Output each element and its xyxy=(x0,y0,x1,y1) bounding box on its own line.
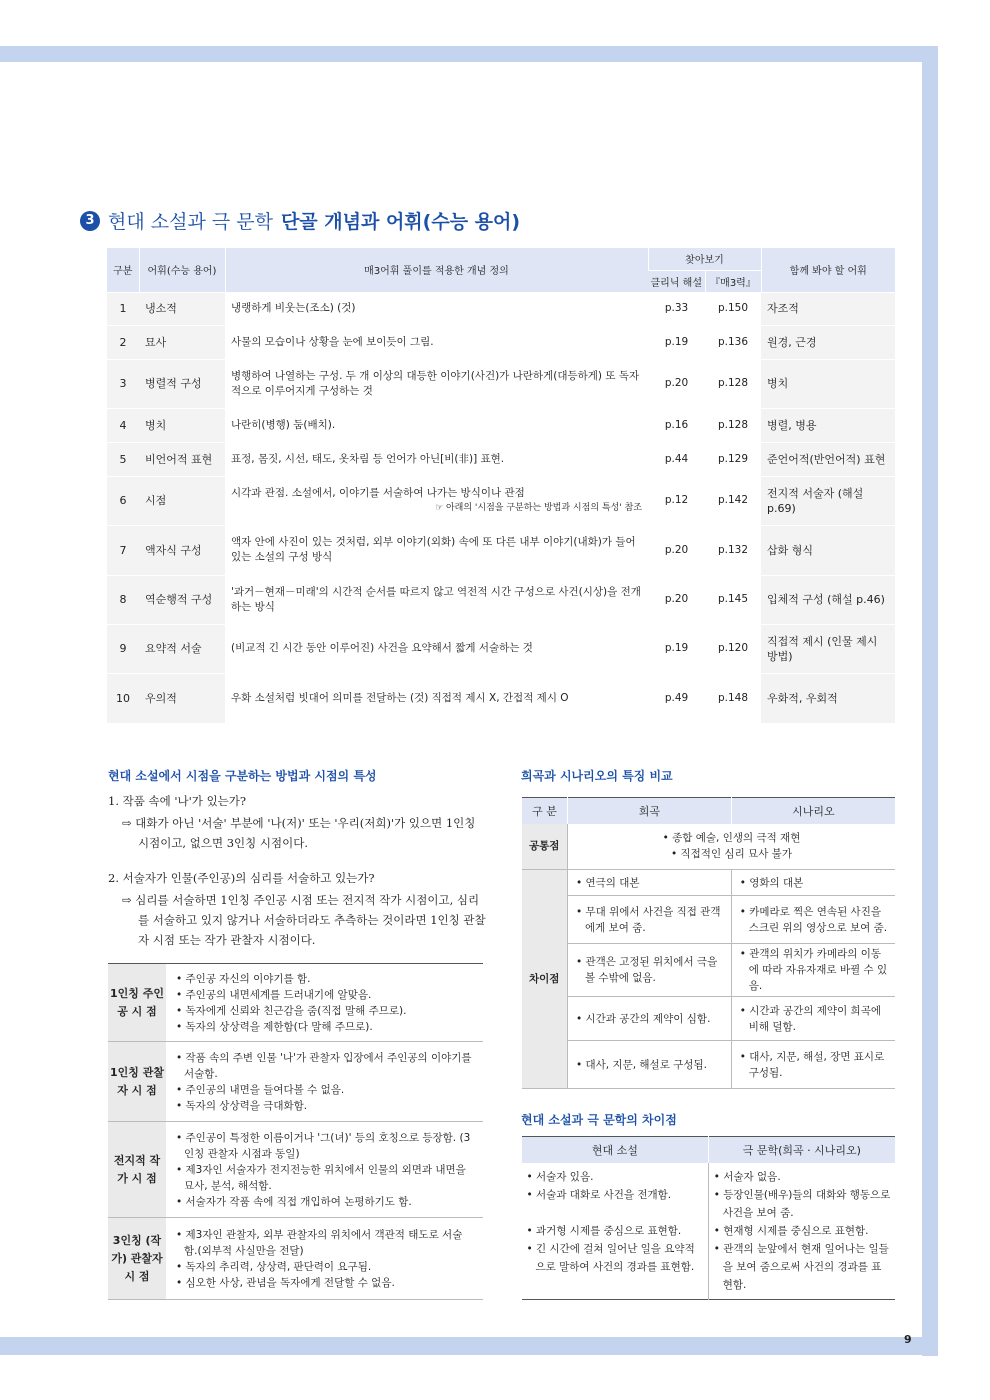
pov-answer-2: ⇨ 심리를 서술하면 1인칭 주인공 시점 또는 전지적 작가 시점이고, 심리를 서술하고 있지 않거나 서술하더라도 추측하는 것이라면 1인칭 관찰자 시점 또는 작가 관찰자 시점이다. xyxy=(122,893,486,947)
row-no: 5 xyxy=(107,442,139,476)
difference-header-drama: 극 문학(희곡 · 시나리오) xyxy=(708,1137,895,1163)
pov-heading: 현대 소설에서 시점을 구분하는 방법과 시점의 특성 xyxy=(108,769,377,783)
diff-row xyxy=(522,944,896,997)
row-related: 삽화 형식 xyxy=(761,525,895,575)
row-definition: 병행하여 나열하는 구성. 두 개 이상의 대등한 이야기(사건)가 나란하게(대등하게) 또 독자적으로 이루어지게 구성하는 것 xyxy=(225,359,648,408)
row-definition: 냉랭하게 비웃는(조소) (것) xyxy=(225,292,648,325)
difference-heading: 현대 소설과 극 문학의 차이점 xyxy=(521,1113,677,1127)
row-definition: 액자 안에 사진이 있는 것처럼, 외부 이야기(외화) 속에 또 다른 내부 이야기(내화)가 들어 있는 소설의 구성 방식 xyxy=(225,525,648,575)
row-definition: 표정, 몸짓, 시선, 태도, 옷차림 등 언어가 아닌[비(非)] 표현. xyxy=(225,442,648,476)
pov-item: • 주인공 자신의 이야기를 함. xyxy=(176,972,311,985)
row-definition: 시각과 관점. 소설에서, 이야기를 서술하여 나가는 방식이나 관점 xyxy=(231,486,525,499)
table-row xyxy=(107,325,895,359)
drama-item: • 등장인물(배우)들의 대화와 행동으로 사건을 보여 줌. xyxy=(713,1188,891,1219)
row-page-clinic: p.20 xyxy=(648,525,705,575)
table-row xyxy=(107,624,895,673)
header-word: 어휘(수능 용어) xyxy=(139,248,225,292)
section-number-badge: 3 xyxy=(80,211,100,231)
row-definition: 나란히(병행) 둠(배치). xyxy=(225,408,648,442)
row-related: 자조적 xyxy=(761,292,895,325)
table-row xyxy=(107,408,895,442)
row-related: 병치 xyxy=(761,359,895,408)
row-page-clinic: p.16 xyxy=(648,408,705,442)
row-word: 우의적 xyxy=(139,673,225,723)
drama-column xyxy=(708,1163,895,1300)
row-word: 냉소적 xyxy=(139,292,225,325)
pov-item: • 심오한 사상, 관념을 독자에게 전달할 수 없음. xyxy=(176,1276,395,1289)
pov-row xyxy=(108,964,483,1042)
page-number: 9 xyxy=(904,1333,912,1346)
row-page-book: p.128 xyxy=(705,359,761,408)
row-word: 묘사 xyxy=(139,325,225,359)
pov-item: • 서술자가 작품 속에 직접 개입하여 논평하기도 함. xyxy=(176,1195,412,1208)
section-title-bold: 단골 개념과 어휘(수능 용어) xyxy=(280,211,521,233)
pov-label: 1인칭 관찰자 시 점 xyxy=(108,1042,166,1122)
row-word: 시점 xyxy=(139,476,225,525)
header-find-book: 『매3력』 xyxy=(705,270,761,292)
pov-label: 전지적 작 가 시 점 xyxy=(108,1122,166,1218)
row-no: 2 xyxy=(107,325,139,359)
drama-item: • 현재형 시제를 중심으로 표현함. xyxy=(713,1224,869,1237)
pov-item: • 독자에게 신뢰와 친근감을 줌(직접 말해 주므로). xyxy=(176,1004,407,1017)
table-row xyxy=(107,292,895,325)
page-frame-bottom xyxy=(0,1337,938,1355)
row-related: 직접적 제시 (인물 제시 방법) xyxy=(761,624,895,673)
diff-row xyxy=(522,896,896,944)
diff-drama: • 관객은 고정된 위치에서 극을 볼 수밖에 없음. xyxy=(567,944,731,997)
row-page-book: p.150 xyxy=(705,292,761,325)
novel-item: • 서술자 있음. xyxy=(526,1170,594,1183)
page-frame-top xyxy=(0,46,938,62)
diff-drama: • 무대 위에서 사건을 직접 관객에게 보여 줌. xyxy=(567,896,731,944)
common-content xyxy=(567,824,895,870)
row-no: 10 xyxy=(107,673,139,723)
row-no: 1 xyxy=(107,292,139,325)
row-page-book: p.136 xyxy=(705,325,761,359)
row-page-clinic: p.12 xyxy=(648,476,705,525)
pov-item: • 독자의 상상력을 제한함(다 말해 주므로). xyxy=(176,1020,373,1033)
row-related: 원경, 근경 xyxy=(761,325,895,359)
row-page-book: p.148 xyxy=(705,673,761,723)
row-no: 6 xyxy=(107,476,139,525)
pov-table xyxy=(108,963,483,1300)
table-row xyxy=(107,359,895,408)
row-definition: 사물의 모습이나 상황을 눈에 보이듯이 그림. xyxy=(225,325,648,359)
diff-drama: • 대사, 지문, 해설로 구성됨. xyxy=(567,1041,731,1089)
pov-item: • 제3자인 서술자가 전지전능한 위치에서 인물의 외면과 내면을 묘사, 분석, 해석함. xyxy=(176,1163,466,1192)
row-page-clinic: p.44 xyxy=(648,442,705,476)
row-no: 9 xyxy=(107,624,139,673)
row-page-clinic: p.19 xyxy=(648,325,705,359)
pov-item: • 주인공의 내면세계를 드러내기에 알맞음. xyxy=(176,988,372,1001)
row-no: 4 xyxy=(107,408,139,442)
row-page-clinic: p.19 xyxy=(648,624,705,673)
compare-header-label: 구 분 xyxy=(522,798,568,824)
header-related: 함께 봐야 할 어휘 xyxy=(761,248,895,292)
novel-column xyxy=(522,1163,709,1300)
diff-scenario: • 영화의 대본 xyxy=(731,870,895,896)
diff-drama: • 시간과 공간의 제약이 심함. xyxy=(567,997,731,1041)
row-page-clinic: p.20 xyxy=(648,575,705,624)
pov-question-2: 2. 서술자가 인물(주인공)의 심리를 서술하고 있는가? xyxy=(108,871,375,885)
pov-row xyxy=(108,1042,483,1122)
diff-drama: • 연극의 대본 xyxy=(567,870,731,896)
compare-header-scenario: 시나리오 xyxy=(731,798,895,824)
row-word: 역순행적 구성 xyxy=(139,575,225,624)
row-page-clinic: p.20 xyxy=(648,359,705,408)
diff-scenario: • 시간과 공간의 제약이 희곡에 비해 덜함. xyxy=(731,997,895,1041)
diff-scenario: • 카메라로 찍은 연속된 사진을 스크린 위의 영상으로 보여 줌. xyxy=(731,896,895,944)
compare-heading: 희곡과 시나리오의 특징 비교 xyxy=(521,769,673,783)
diff-row xyxy=(522,870,896,896)
table-row xyxy=(107,442,895,476)
row-related: 우화적, 우회적 xyxy=(761,673,895,723)
row-definition: (비교적 긴 시간 동안 이루어진) 사건을 요약해서 짧게 서술하는 것 xyxy=(225,624,648,673)
row-word: 요약적 서술 xyxy=(139,624,225,673)
pov-row xyxy=(108,1122,483,1218)
drama-item: • 서술자 없음. xyxy=(713,1170,781,1183)
section-title xyxy=(80,207,520,234)
diff-scenario: • 대사, 지문, 해설, 장면 표시로 구성됨. xyxy=(731,1041,895,1089)
row-page-book: p.142 xyxy=(705,476,761,525)
difference-header-novel: 현대 소설 xyxy=(522,1137,709,1163)
pov-item: • 제3자인 관찰자, 외부 관찰자의 위치에서 객관적 태도로 서술함.(외부적 사실만을 전달) xyxy=(176,1228,463,1257)
pov-item: • 독자의 추리력, 상상력, 판단력이 요구됨. xyxy=(176,1260,372,1273)
row-no: 3 xyxy=(107,359,139,408)
row-page-book: p.129 xyxy=(705,442,761,476)
header-find-clinic: 클리닉 해설 xyxy=(648,270,705,292)
pov-item: • 독자의 상상력을 극대화함. xyxy=(176,1099,308,1112)
common-item: • 종합 예술, 인생의 극적 재현 xyxy=(662,832,801,845)
compare-table xyxy=(521,797,895,1089)
pov-item: • 주인공의 내면을 들여다볼 수 없음. xyxy=(176,1083,345,1096)
pov-label: 1인칭 주인공 시 점 xyxy=(108,964,166,1042)
pov-label: 3인칭 (작 가) 관찰자 시 점 xyxy=(108,1218,166,1300)
row-word: 병치 xyxy=(139,408,225,442)
row-word: 비언어적 표현 xyxy=(139,442,225,476)
row-related: 병렬, 병용 xyxy=(761,408,895,442)
difference-table xyxy=(521,1136,895,1300)
pov-answer-1: ⇨ 대화가 아닌 '서술' 부분에 '나(저)' 또는 '우리(저희)'가 있으면 1인칭 시점이고, 없으면 3인칭 시점이다. xyxy=(122,816,476,850)
pov-question-1: 1. 작품 속에 '나'가 있는가? xyxy=(108,794,247,808)
novel-item: • 서술과 대화로 사건을 전개함. xyxy=(526,1188,672,1201)
row-no: 7 xyxy=(107,525,139,575)
row-page-book: p.145 xyxy=(705,575,761,624)
row-page-book: p.128 xyxy=(705,408,761,442)
pov-item: • 작품 속의 주변 인물 '나'가 관찰자 입장에서 주인공의 이야기를 서술함. xyxy=(176,1051,472,1080)
row-page-clinic: p.49 xyxy=(648,673,705,723)
diff-scenario: • 관객의 위치가 카메라의 이동에 따라 자유자재로 바뀔 수 있음. xyxy=(731,944,895,997)
drama-item: • 관객의 눈앞에서 현재 일어나는 일들을 보여 줌으로써 사건의 경과를 표현함. xyxy=(713,1242,889,1291)
page-frame-right xyxy=(922,46,938,1356)
common-label: 공통점 xyxy=(522,824,568,870)
diff-row xyxy=(522,1041,896,1089)
novel-item: • 과거형 시제를 중심으로 표현함. xyxy=(526,1224,682,1237)
row-definition: 우화 소설처럼 빗대어 의미를 전달하는 (것) 직접적 제시 X, 간접적 제시 O xyxy=(225,673,648,723)
diff-row xyxy=(522,997,896,1041)
pov-item: • 주인공이 특정한 이름이거나 '그(녀)' 등의 호칭으로 등장함. (3인칭 관찰자 시점과 동일) xyxy=(176,1131,471,1160)
row-related: 입체적 구성 (해설 p.46) xyxy=(761,575,895,624)
compare-header-drama: 희곡 xyxy=(567,798,731,824)
table-row xyxy=(107,575,895,624)
header-no: 구분 xyxy=(107,248,139,292)
row-definition: '과거－현재－미래'의 시간적 순서를 따르지 않고 역전적 시간 구성으로 사건(시상)을 전개하는 방식 xyxy=(225,575,648,624)
table-row xyxy=(107,476,895,525)
section-title-main: 현대 소설과 극 문학 xyxy=(108,211,273,233)
vocab-table xyxy=(107,248,895,724)
row-page-book: p.132 xyxy=(705,525,761,575)
row-no: 8 xyxy=(107,575,139,624)
common-item: • 직접적인 심리 묘사 불가 xyxy=(670,848,792,861)
table-row xyxy=(107,673,895,723)
table-row xyxy=(107,525,895,575)
row-related: 준언어적(반언어적) 표현 xyxy=(761,442,895,476)
reference-note: ☞ 아래의 '시점을 구분하는 방법과 시점의 특성' 참조 xyxy=(435,502,642,513)
diff-label: 차이점 xyxy=(522,870,568,1089)
header-definition: 매3어휘 풀이를 적용한 개념 정의 xyxy=(225,248,648,292)
pov-row xyxy=(108,1218,483,1300)
row-page-clinic: p.33 xyxy=(648,292,705,325)
row-page-book: p.120 xyxy=(705,624,761,673)
row-word: 액자식 구성 xyxy=(139,525,225,575)
novel-item: • 긴 시간에 걸쳐 일어난 일을 요약적으로 말하여 사건의 경과를 표현함. xyxy=(526,1242,695,1273)
row-related: 전지적 서술자 (해설 p.69) xyxy=(761,476,895,525)
header-find: 찾아보기 xyxy=(648,248,761,270)
row-word: 병렬적 구성 xyxy=(139,359,225,408)
row-definition-cell xyxy=(225,476,648,525)
